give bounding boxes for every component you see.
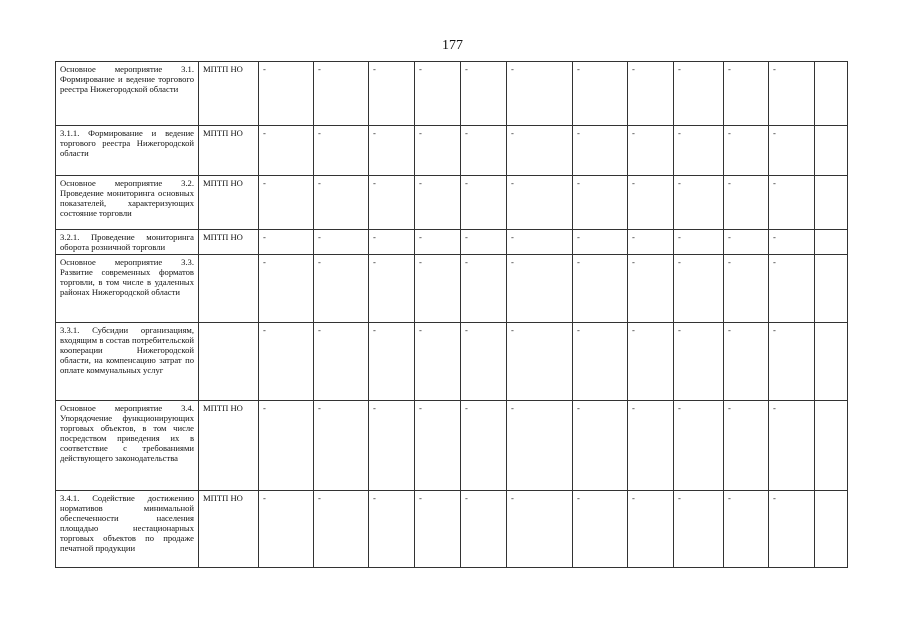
activity-name-cell: 3.1.1. Формирование и ведение торгового реестра Нижегородской области xyxy=(56,126,199,176)
value-cell: - xyxy=(259,176,314,230)
responsible-cell: МПТП НО xyxy=(199,401,259,491)
value-cell: - xyxy=(674,62,724,126)
value-cell: - xyxy=(259,401,314,491)
value-cell: - xyxy=(507,62,573,126)
value-cell: - xyxy=(369,323,415,401)
responsible-cell xyxy=(199,323,259,401)
value-cell: - xyxy=(461,230,507,255)
value-cell: - xyxy=(724,230,769,255)
responsible-cell xyxy=(199,255,259,323)
empty-cell xyxy=(815,62,848,126)
value-cell: - xyxy=(724,401,769,491)
value-cell: - xyxy=(573,255,628,323)
value-cell: - xyxy=(769,491,815,568)
value-cell: - xyxy=(573,401,628,491)
value-cell: - xyxy=(415,176,461,230)
value-cell: - xyxy=(259,255,314,323)
value-cell: - xyxy=(314,230,369,255)
value-cell: - xyxy=(674,176,724,230)
value-cell: - xyxy=(507,230,573,255)
value-cell: - xyxy=(507,401,573,491)
value-cell: - xyxy=(628,323,674,401)
responsible-cell: МПТП НО xyxy=(199,62,259,126)
value-cell: - xyxy=(724,176,769,230)
value-cell: - xyxy=(769,255,815,323)
value-cell: - xyxy=(573,62,628,126)
value-cell: - xyxy=(369,255,415,323)
table-row xyxy=(56,176,848,230)
value-cell: - xyxy=(507,126,573,176)
table-row xyxy=(56,62,848,126)
activity-name-cell: Основное мероприятие 3.1. Формирование и ведение торгового реестра Нижегородской области xyxy=(56,62,199,126)
value-cell: - xyxy=(674,255,724,323)
program-table xyxy=(55,61,848,568)
value-cell: - xyxy=(674,323,724,401)
value-cell: - xyxy=(415,491,461,568)
value-cell: - xyxy=(415,323,461,401)
value-cell: - xyxy=(314,255,369,323)
value-cell: - xyxy=(573,176,628,230)
activity-name-cell: Основное мероприятие 3.4. Упорядочение функционирующих торговых объектов, в том числе посредством приведения их в соответствие с требованиями действующего законодательства xyxy=(56,401,199,491)
empty-cell xyxy=(815,323,848,401)
value-cell: - xyxy=(461,176,507,230)
value-cell: - xyxy=(724,323,769,401)
value-cell: - xyxy=(259,126,314,176)
responsible-cell: МПТП НО xyxy=(199,126,259,176)
value-cell: - xyxy=(507,491,573,568)
table-row xyxy=(56,255,848,323)
value-cell: - xyxy=(573,126,628,176)
table-row xyxy=(56,126,848,176)
empty-cell xyxy=(815,401,848,491)
value-cell: - xyxy=(769,401,815,491)
value-cell: - xyxy=(259,491,314,568)
value-cell: - xyxy=(415,230,461,255)
value-cell: - xyxy=(724,126,769,176)
value-cell: - xyxy=(573,323,628,401)
value-cell: - xyxy=(314,126,369,176)
value-cell: - xyxy=(628,62,674,126)
responsible-cell: МПТП НО xyxy=(199,176,259,230)
value-cell: - xyxy=(573,230,628,255)
value-cell: - xyxy=(674,230,724,255)
value-cell: - xyxy=(724,491,769,568)
value-cell: - xyxy=(369,62,415,126)
empty-cell xyxy=(815,126,848,176)
value-cell: - xyxy=(461,401,507,491)
value-cell: - xyxy=(369,230,415,255)
value-cell: - xyxy=(415,62,461,126)
value-cell: - xyxy=(769,230,815,255)
value-cell: - xyxy=(461,126,507,176)
table-row xyxy=(56,491,848,568)
value-cell: - xyxy=(573,491,628,568)
value-cell: - xyxy=(628,255,674,323)
empty-cell xyxy=(815,230,848,255)
value-cell: - xyxy=(769,176,815,230)
value-cell: - xyxy=(415,126,461,176)
activity-name-cell: 3.3.1. Субсидии организациям, входящим в состав потребительской кооперации Нижегородской области, на компенсацию затрат по оплате коммунальных услуг xyxy=(56,323,199,401)
value-cell: - xyxy=(628,126,674,176)
page-number: 177 xyxy=(442,38,463,53)
value-cell: - xyxy=(314,401,369,491)
value-cell: - xyxy=(415,401,461,491)
value-cell: - xyxy=(461,491,507,568)
value-cell: - xyxy=(507,255,573,323)
value-cell: - xyxy=(314,176,369,230)
value-cell: - xyxy=(674,401,724,491)
empty-cell xyxy=(815,255,848,323)
value-cell: - xyxy=(724,62,769,126)
value-cell: - xyxy=(259,230,314,255)
value-cell: - xyxy=(628,401,674,491)
value-cell: - xyxy=(674,491,724,568)
value-cell: - xyxy=(674,126,724,176)
value-cell: - xyxy=(507,176,573,230)
value-cell: - xyxy=(461,255,507,323)
value-cell: - xyxy=(369,401,415,491)
value-cell: - xyxy=(259,323,314,401)
value-cell: - xyxy=(769,62,815,126)
value-cell: - xyxy=(461,62,507,126)
table-row xyxy=(56,401,848,491)
empty-cell xyxy=(815,176,848,230)
value-cell: - xyxy=(314,323,369,401)
value-cell: - xyxy=(769,323,815,401)
value-cell: - xyxy=(628,230,674,255)
value-cell: - xyxy=(507,323,573,401)
value-cell: - xyxy=(259,62,314,126)
responsible-cell: МПТП НО xyxy=(199,491,259,568)
table-row xyxy=(56,323,848,401)
value-cell: - xyxy=(369,491,415,568)
value-cell: - xyxy=(369,126,415,176)
responsible-cell: МПТП НО xyxy=(199,230,259,255)
value-cell: - xyxy=(461,323,507,401)
activity-name-cell: Основное мероприятие 3.2. Проведение мониторинга основных показателей, характеризующих состояние торговли xyxy=(56,176,199,230)
value-cell: - xyxy=(369,176,415,230)
table-row xyxy=(56,230,848,255)
value-cell: - xyxy=(314,62,369,126)
value-cell: - xyxy=(769,126,815,176)
value-cell: - xyxy=(314,491,369,568)
activity-name-cell: Основное мероприятие 3.3. Развитие современных форматов торговли, в том числе в удаленных районах Нижегородской области xyxy=(56,255,199,323)
activity-name-cell: 3.4.1. Содействие достижению нормативов минимальной обеспеченности населения площадью нестационарных торговых объектов по продаже печатной продукции xyxy=(56,491,199,568)
value-cell: - xyxy=(628,176,674,230)
empty-cell xyxy=(815,491,848,568)
value-cell: - xyxy=(415,255,461,323)
value-cell: - xyxy=(724,255,769,323)
activity-name-cell: 3.2.1. Проведение мониторинга оборота розничной торговли xyxy=(56,230,199,255)
value-cell: - xyxy=(628,491,674,568)
